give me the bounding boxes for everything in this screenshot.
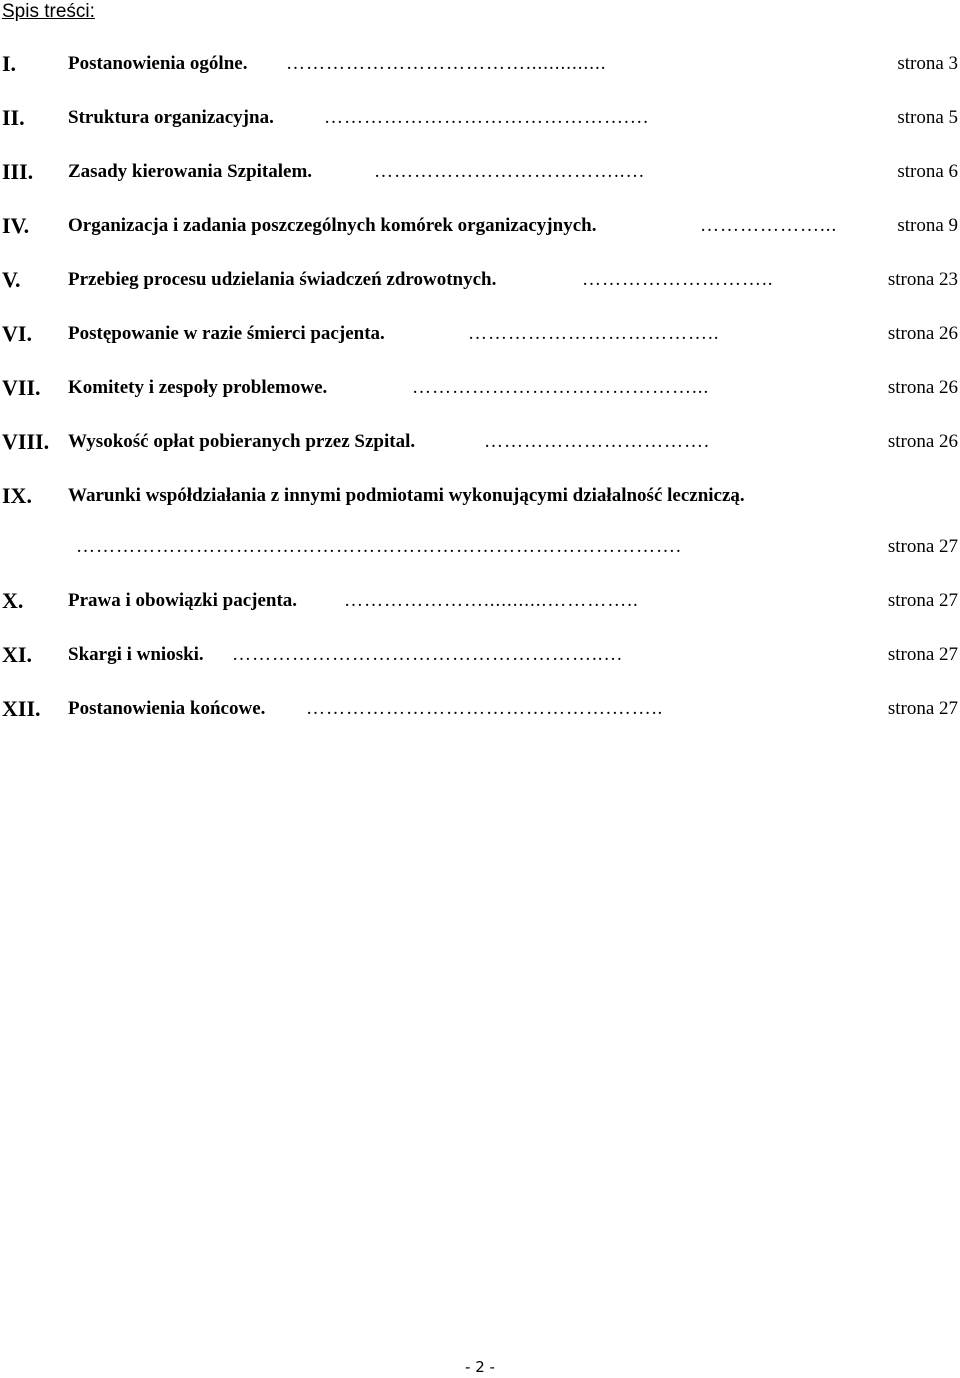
toc-entry-7[interactable] xyxy=(0,373,960,403)
toc-entry-8[interactable] xyxy=(0,427,960,457)
toc-entry-title: Skargi i wnioski. xyxy=(68,644,204,665)
toc-entry-title: Struktura organizacyjna. xyxy=(68,107,274,128)
toc-entry-page: strona 27 xyxy=(887,644,958,665)
page-number: - 2 - xyxy=(465,1358,495,1376)
toc-entry-title: Zasady kierowania Szpitalem. xyxy=(68,161,313,182)
toc-entry-leader: ……………………………………….…….. xyxy=(306,698,664,719)
toc-entry-leader: ……………………………….............. xyxy=(286,53,607,74)
toc-entry-leader: ……………………………….. xyxy=(468,323,720,344)
toc-entry-page: strona 3 xyxy=(897,53,958,74)
toc-entry-number: XI. xyxy=(2,642,32,667)
toc-entry-leader: ……………………….. xyxy=(582,269,774,290)
toc-entry-leader: ………………………………………………..… xyxy=(232,644,624,665)
toc-entry-number: I. xyxy=(2,51,17,76)
toc-entry-3[interactable] xyxy=(0,157,960,187)
toc-entry-title: Wysokość opłat pobieranych przez Szpital. xyxy=(68,431,416,452)
toc-entry-page: strona 23 xyxy=(887,269,958,290)
toc-entry-title: Postępowanie w razie śmierci pacjenta. xyxy=(68,323,385,344)
toc-entry-page: strona 26 xyxy=(887,323,958,344)
toc-entry-leader: ………………... xyxy=(700,215,838,236)
toc-entry-number: XII. xyxy=(2,696,41,721)
toc-entry-title: Komitety i zespoły problemowe. xyxy=(68,377,328,398)
toc-entry-leader: ……………………………………….… xyxy=(324,107,650,128)
toc-entry-4[interactable] xyxy=(0,211,960,241)
toc-heading: Spis treści: xyxy=(2,1,95,22)
toc-entry-5[interactable] xyxy=(0,265,960,295)
toc-entry-title: Warunki współdziałania z innymi podmiotami wykonującymi działalność leczniczą. xyxy=(68,485,745,506)
toc-entry-leader: ……………………………………... xyxy=(412,377,710,398)
toc-entry-9[interactable] xyxy=(0,481,960,511)
toc-entry-10[interactable] xyxy=(0,586,960,616)
toc-entry-page: strona 9 xyxy=(897,215,958,236)
toc-entry-leader: …………………...........………….. xyxy=(344,590,639,611)
toc-entry-page: strona 27 xyxy=(887,590,958,611)
toc-entry-title: Postanowienia końcowe. xyxy=(68,698,266,719)
toc-entry-12[interactable] xyxy=(0,694,960,724)
toc-entry-6[interactable] xyxy=(0,319,960,349)
toc-entry-9-continuation[interactable] xyxy=(0,532,960,562)
toc-entry-leader: ………………………………………………………………………………. xyxy=(76,536,682,557)
toc-entry-number: X. xyxy=(2,588,24,613)
toc-entry-title: Postanowienia ogólne. xyxy=(68,53,248,74)
toc-entry-page: strona 27 xyxy=(887,536,958,557)
toc-entry-page: strona 5 xyxy=(897,107,958,128)
toc-entry-number: VIII. xyxy=(2,429,50,454)
toc-entry-number: V. xyxy=(2,267,21,292)
toc-entry-number: VI. xyxy=(2,321,32,346)
toc-entry-number: III. xyxy=(2,159,34,184)
toc-entry-page: strona 26 xyxy=(887,431,958,452)
toc-entry-1[interactable] xyxy=(0,49,960,79)
toc-entry-page: strona 6 xyxy=(897,161,958,182)
toc-entry-page: strona 27 xyxy=(887,698,958,719)
toc-entry-page: strona 26 xyxy=(887,377,958,398)
toc-entry-number: VII. xyxy=(2,375,41,400)
toc-entry-leader: ……………………………. xyxy=(484,431,710,452)
toc-entry-2[interactable] xyxy=(0,103,960,133)
toc-entry-title: Organizacja i zadania poszczególnych komórek organizacyjnych. xyxy=(68,215,597,236)
toc-entry-number: IX. xyxy=(2,483,32,508)
toc-entry-number: II. xyxy=(2,105,25,130)
toc-entry-11[interactable] xyxy=(0,640,960,670)
toc-entry-title: Prawa i obowiązki pacjenta. xyxy=(68,590,298,611)
toc-entry-number: IV. xyxy=(2,213,30,238)
toc-entry-leader: ………………………………..… xyxy=(374,161,646,182)
toc-entry-title: Przebieg procesu udzielania świadczeń zdrowotnych. xyxy=(68,269,497,290)
